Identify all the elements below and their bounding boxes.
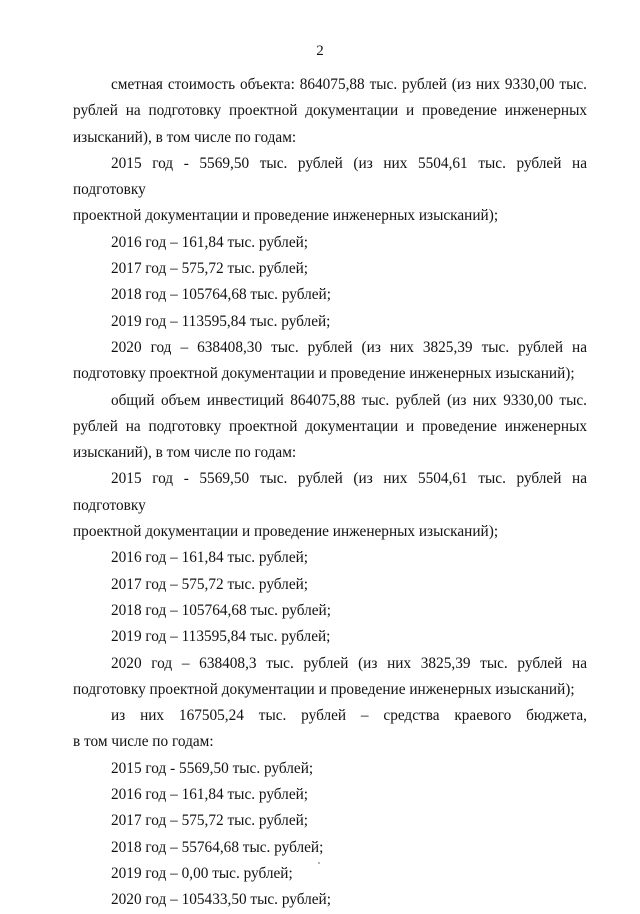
year-2019-line: 2019 год – 113595,84 тыс. рублей; — [111, 628, 331, 646]
text-line: 2020 год – 638408,3 тыс. рублей (из них 3825,39 тыс. рублей на — [111, 654, 587, 672]
year-2017-line: 2017 год – 575,72 тыс. рублей; — [111, 812, 309, 830]
text-line: изысканий), в том числе по годам: — [73, 444, 297, 462]
year-2015-line: 2015 год - 5569,50 тыс. рублей; — [111, 759, 314, 777]
text-line: из них 167505,24 тыс. рублей – средства краевого бюджета, — [111, 707, 587, 725]
text-line: сметная стоимость объекта: 864075,88 тыс. рублей (из них 9330,00 тыс. — [111, 76, 587, 93]
year-2017-line: 2017 год – 575,72 тыс. рублей; — [111, 575, 309, 593]
year-2017-line: 2017 год – 575,72 тыс. рублей; — [111, 260, 309, 278]
text-line-row — [73, 440, 587, 466]
year-2019-line: 2019 год – 0,00 тыс. рублей; — [111, 864, 293, 882]
text-line-row — [73, 414, 587, 440]
year-2020-line: 2020 год – 105433,50 тыс. рублей; — [111, 891, 331, 909]
year-2016-line: 2016 год – 161,84 тыс. рублей; — [111, 233, 309, 251]
total-investment-paragraph — [73, 388, 587, 414]
text-line: 2020 год – 638408,30 тыс. рублей (из них 3825,39 тыс. рублей на — [111, 338, 587, 356]
page-number: 2 — [316, 43, 324, 59]
year-2016-line: 2016 год – 161,84 тыс. рублей; — [111, 549, 309, 567]
year-2020-paragraph — [73, 335, 587, 361]
text-line: рублей на подготовку проектной документации и проведение инженерных — [73, 417, 587, 435]
year-2019-line: 2019 год – 113595,84 тыс. рублей; — [111, 312, 331, 330]
text-line: проектной документации и проведение инженерных изысканий); — [73, 523, 499, 541]
text-line: изысканий), в том числе по годам: — [73, 128, 297, 146]
regional-budget-paragraph — [73, 703, 587, 729]
text-line: рублей на подготовку проектной документации и проведение инженерных — [73, 102, 587, 120]
document-body — [73, 72, 587, 914]
text-line-row — [73, 98, 587, 124]
year-2018-line: 2018 год – 105764,68 тыс. рублей; — [111, 286, 331, 304]
text-line: общий объем инвестиций 864075,88 тыс. рублей (из них 9330,00 тыс. — [111, 391, 587, 409]
text-line: 2015 год - 5569,50 тыс. рублей (из них 5504,61 тыс. рублей на подготовку — [73, 154, 587, 199]
text-line-row — [73, 677, 587, 703]
text-line: подготовку проектной документации и проведение инженерных изысканий); — [73, 365, 575, 383]
year-2015-paragraph — [73, 466, 587, 519]
text-line: 2015 год - 5569,50 тыс. рублей (из них 5504,61 тыс. рублей на подготовку — [73, 470, 587, 514]
estimated-cost-paragraph — [73, 72, 587, 98]
text-line-row — [73, 361, 587, 387]
text-line: в том числе по годам: — [73, 733, 214, 751]
year-2020-paragraph — [73, 651, 587, 677]
text-line-row — [73, 203, 587, 229]
text-line-row — [73, 519, 587, 545]
text-line: подготовку проектной документации и проведение инженерных изысканий); — [73, 680, 575, 698]
year-2018-line: 2018 год – 55764,68 тыс. рублей; — [111, 838, 324, 856]
scan-speck — [318, 862, 320, 864]
year-2015-paragraph — [73, 151, 587, 204]
year-2016-line: 2016 год – 161,84 тыс. рублей; — [111, 786, 309, 804]
text-line: проектной документации и проведение инженерных изысканий); — [73, 207, 499, 225]
text-line-row — [73, 125, 587, 151]
year-2018-line: 2018 год – 105764,68 тыс. рублей; — [111, 601, 331, 619]
text-line-row — [73, 729, 587, 755]
